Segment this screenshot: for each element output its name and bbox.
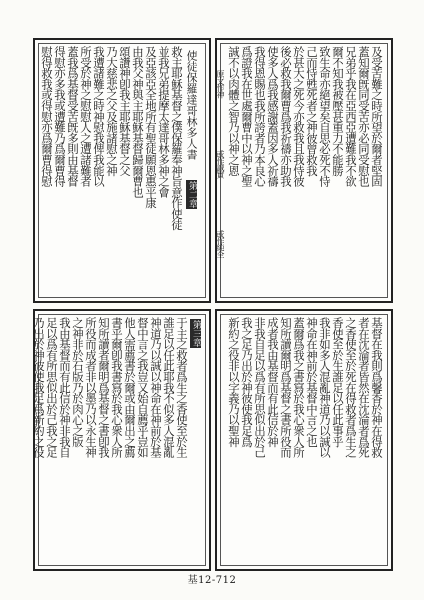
text-column: 爲證我在世處爾曹中以神之聖 [240,46,254,187]
page-number: 基12-712 [187,575,237,586]
text-column: 非我自足以爲有所思似出於己 [253,317,267,458]
panel-bottom-right [215,309,393,571]
text-column: 並我兄弟提摩太達哥林多神之會 [157,46,171,198]
text-column: 爾不知我被壓甚重力不能勝 [331,46,345,176]
text-column: 者在沈淪者皆然在沈淪者爲死 [357,317,371,458]
text-column: 及亞該亞全地所有聖徒願恩惠平康 [144,46,158,209]
text-column: 足以爲有所思似出於己我之足 [45,317,59,458]
text-column: 我遭諸難之時神慰我俾我能以 [92,46,106,187]
text-column: 知所讀者爾明爲基督之書卽我 [97,317,111,458]
text-column: 知所讀爾明爲基督之書所役而 [279,317,293,458]
chapter-heading: 使徒保羅達哥林多人書 [185,50,198,160]
text-column: 使多人爲我感謝蓋因多人祈禱 [266,46,280,187]
text-column: 基督在我則爲馨香於神在得救 [370,317,384,458]
text-column: 新約之役非以字義乃以聖神 [227,317,241,447]
text-column: 香使至於生誰足以任此事乎 [331,317,345,447]
text-column: 己而恃甦死者之神彼曾救我 [305,46,319,176]
text-column: 神道乃以誠以神命在神前於基 [149,317,163,458]
text-column: 我得恩賜也我所誇者乃本良心 [253,46,267,187]
text-column: 他人需薦書於爾或由爾出之薦 [123,317,137,458]
text-column: 致生命亦絕望矣自思必死不恃 [318,46,332,187]
text-column: 得慰亦多我或遭難乃爲爾曹得 [53,46,67,187]
text-column: 於甚大之死今亦救我且我恃彼 [292,46,306,187]
text-column: 所役而成者非以墨乃以永生神 [84,317,98,458]
text-column: 乃大慈悲之父及施諸慰之神 [105,46,119,176]
chapter-label: 第二章 [187,181,197,208]
text-column: 之神非於石版乃於肉心之版 [71,317,85,447]
text-column: 誰足以任此耶我不似多人混亂 [162,317,176,458]
text-column: 我非如多人混亂神道乃以誠以 [318,317,332,458]
text-column: 書乎爾卽我書寫於我心衆人所 [110,317,124,458]
chapter-label: 第三章 [191,320,201,347]
annotation-note: 原文作神 [216,70,225,98]
text-column: 于主之救者爲生之香使至於生 [175,317,189,458]
text-column: 成者我由基督而有此信於神 [266,317,280,447]
text-column: 督中言之我豈又始自薦乎豈如 [136,317,150,458]
text-column: 蓋我爲基督受苦旣多則由基督 [66,46,80,187]
panel-top-left [33,38,211,303]
annotation-note: 或作誠實 [216,150,225,178]
text-column: 頌讚神卽我主耶穌基督之父 [118,46,132,176]
text-column: 慰得救我或得慰亦爲爾曹得慰 [40,46,54,187]
text-column: 後必救我爾曹爲我祈禱亦助我 [279,46,293,187]
text-column: 誠不以肉體之智乃以神之恩 [227,46,241,176]
annotation-note: 或作純全 [216,230,225,258]
text-column: 所受於神之慰慰人之遭諸難者 [79,46,93,187]
text-column: 兄弟乎我在亞西亞遭難我不欲 [344,46,358,187]
text-column: 之香使至於死在得救者爲生之 [344,317,358,458]
panel-top-right [215,38,393,303]
text-column: 蓋知爾旣同受苦亦必同受慰也 [357,46,371,187]
panel-bottom-left [33,309,211,571]
text-column: 我之足乃出於神彼使我足爲 [240,317,254,447]
text-column: 及受苦難之時所望於爾者堅固 [370,46,384,187]
text-column: 我由基督而有此信於神非我自 [58,317,72,458]
text-column: 乃出於神彼使我足爲新約之役 [32,317,46,458]
text-column: 由我父神與主耶穌基督歸爾曹也 [131,46,145,198]
text-column: 神命在神前於基督中言之也 [305,317,319,447]
text-column: 蓋爾爲我之書寫於我心衆人所 [292,317,306,458]
text-column: 救主耶穌基督之僕保羅奉神旨意作使徒 [170,46,184,230]
